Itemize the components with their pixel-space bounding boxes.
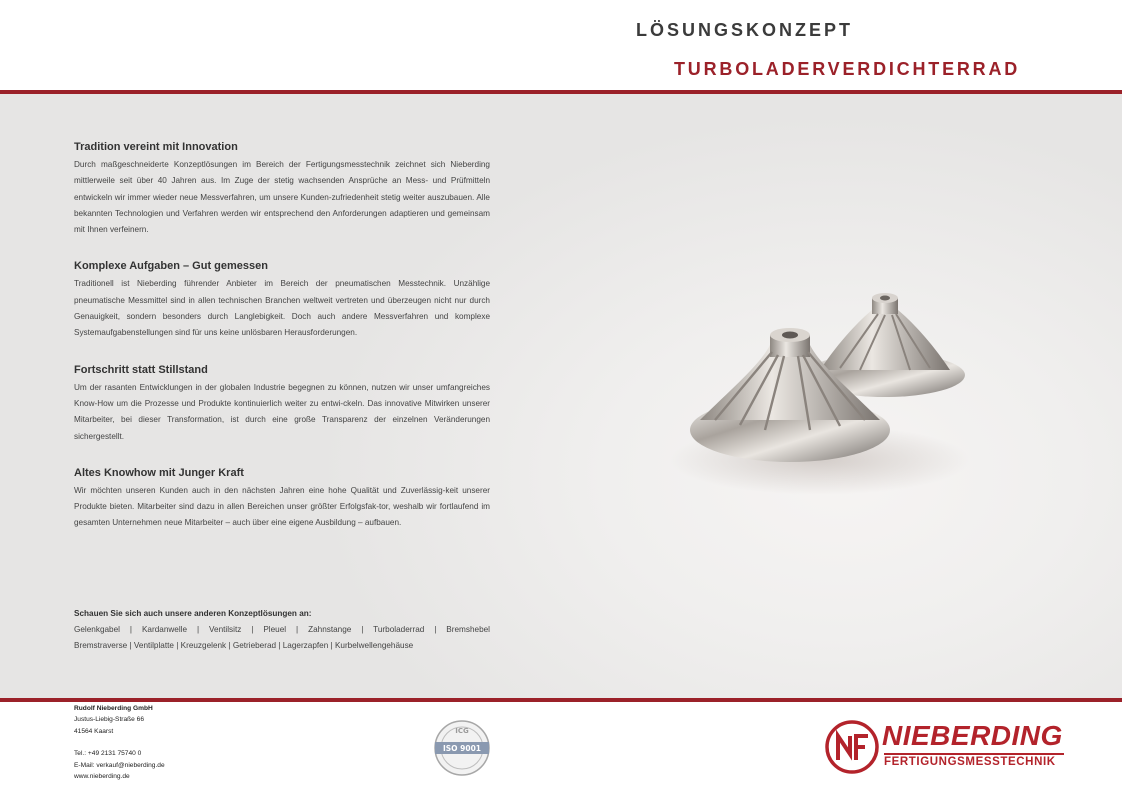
address-city: 41564 Kaarst	[74, 727, 114, 735]
related-solutions-line-2: Bremstraverse | Ventilplatte | Kreuzgelenk | Getrieberad | Lagerzapfen | Kurbelwellengehäuse	[74, 641, 414, 651]
related-solutions-line-1: Gelenkgabel | Kardanwelle | Ventilsitz | Pleuel | Zahnstange | Turboladerrad | Bremshebel	[74, 625, 490, 634]
text-column	[74, 141, 490, 554]
section-komplexe-aufgaben	[74, 260, 490, 341]
contact-phone: Tel.: +49 2131 75740 0	[74, 750, 142, 758]
related-solutions	[74, 606, 490, 655]
contact-email[interactable]: E-Mail: verkauf@nieberding.de	[74, 761, 165, 769]
section-body: Wir möchten unseren Kunden auch in den nächsten Jahren eine hohe Qualität und Zuverlässig-keit unserer Produkte bieten. Mitarbeiter sind dazu in allen Bereichen unser größter Erfolgsfak-tor, weshalb wir fortlaufend im gesamten Unternehmen neue Mitarbeiter – auch über eine eigene Ausbildung – aufbauen.	[74, 485, 490, 528]
section-body: Durch maßgeschneiderte Konzeptlösungen im Bereich der Fertigungsmesstechnik zeichnet sich Nieberding mittlerweile seit über 40 Jahren aus. Im Zuge der stetig wachsenden Ansprüche an Mess- und Prüfmitteln entwickeln wir immer wieder neue Messverfahren, um unsere Kunden-zufriedenheit stetig weiter auszubauen. Alle bekannten Technologien und Verfahren werden wir entsprechend den Anforderungen adaptieren und gemeinsam mit Ihnen verfeinern.	[74, 160, 490, 235]
section-body: Traditionell ist Nieberding führender Anbieter im Bereich der pneumatischen Messtechnik. Unzählige pneumatische Messmittel sind in allen technischen Branchen weltweit vertreten und überzeugen nicht nur durch Genauigkeit, sondern besonders durch Langlebigkeit. Doch auch andere Messverfahren und komplexe Systemaufgabenstellungen sind für uns keine unlösbaren Herausforderungen.	[74, 279, 490, 338]
seal-top-text: ICG	[455, 727, 469, 735]
logo-tagline: FERTIGUNGSMESSTECHNIK	[884, 756, 1056, 768]
section-heading: Fortschritt statt Stillstand	[74, 363, 208, 376]
page-header	[0, 0, 1122, 90]
related-solutions-lead: Schauen Sie sich auch unsere anderen Konzeptlösungen an:	[74, 609, 312, 618]
section-heading: Altes Knowhow mit Junger Kraft	[74, 466, 244, 479]
document-kicker: LÖSUNGSKONZEPT	[636, 20, 854, 40]
document-title: TURBOLADERVERDICHTERRAD	[674, 59, 1021, 79]
logo-underline	[884, 753, 1064, 755]
section-body: Um der rasanten Entwicklungen in der globalen Industrie begegnen zu können, nutzen wir unser umfangreiches Know-How um die Prozesse und Produkte kontinuierlich weiter zu entwi-ckeln. Das innovative Mitwirken unserer Mitarbeiter, bei dieser Transformation, ist durch eine große Transparenz der einzelnen Veränderungen sichergestellt.	[74, 382, 490, 441]
bottom-divider	[0, 698, 1122, 702]
section-knowhow	[74, 467, 490, 532]
address-street: Justus-Liebig-Straße 66	[74, 716, 145, 724]
seal-label: ISO 9001	[442, 744, 482, 753]
contact-website[interactable]: www.nieberding.de	[74, 773, 130, 781]
section-tradition	[74, 141, 490, 238]
company-address	[74, 703, 165, 782]
compressor-wheel-image	[660, 280, 990, 510]
section-heading: Tradition vereint mit Innovation	[74, 141, 238, 153]
nieberding-logo	[824, 718, 1074, 776]
company-name: Rudolf Nieberding GmbH	[74, 705, 153, 712]
iso-9001-seal	[432, 718, 492, 778]
section-heading: Komplexe Aufgaben – Gut gemessen	[74, 260, 268, 273]
section-fortschritt	[74, 364, 490, 445]
logo-brand-name: NIEBERDING	[882, 720, 1063, 751]
nf-monogram-icon	[824, 718, 880, 776]
